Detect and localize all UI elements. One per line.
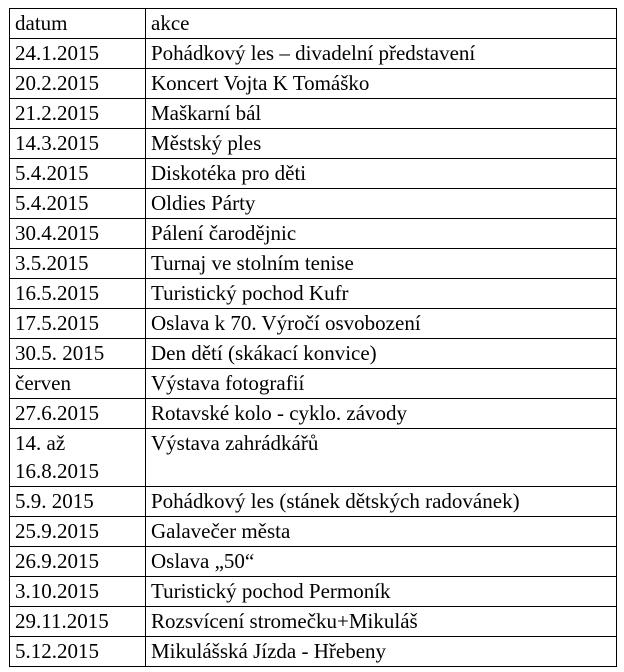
table-row [10,637,617,667]
row-date: červen [10,369,146,399]
table-row [10,399,617,429]
row-event: Rozsvícení stromečku+Mikuláš [146,607,617,637]
row-event: Diskotéka pro děti [146,159,617,189]
row-date: 5.9. 2015 [10,487,146,517]
row-event: Mikulášská Jízda - Hřebeny [146,637,617,667]
row-event: Den dětí (skákací konvice) [146,339,617,369]
row-event: Turistický pochod Permoník [146,577,617,607]
row-event: Galavečer města [146,517,617,547]
row-event: Oldies Párty [146,189,617,219]
row-event: Oslava k 70. Výročí osvobození [146,309,617,339]
row-event: Výstava zahrádkářů [146,429,617,487]
row-date: 14.3.2015 [10,129,146,159]
row-date: 27.6.2015 [10,399,146,429]
table-row [10,249,617,279]
row-event: Výstava fotografií [146,369,617,399]
row-event: Turnaj ve stolním tenise [146,249,617,279]
row-event: Oslava „50“ [146,547,617,577]
row-event: Pohádkový les – divadelní představení [146,39,617,69]
row-event: Turistický pochod Kufr [146,279,617,309]
row-date: 5.4.2015 [10,159,146,189]
events-table [9,8,617,667]
row-event: Pálení čarodějnic [146,219,617,249]
table-row [10,339,617,369]
row-event: Městský ples [146,129,617,159]
table-row [10,369,617,399]
row-event: Maškarní bál [146,99,617,129]
table-row [10,219,617,249]
row-date: 5.12.2015 [10,637,146,667]
header-event: akce [146,9,617,39]
row-date: 14. až 16.8.2015 [10,429,146,487]
table-row [10,129,617,159]
table-row [10,607,617,637]
table-row [10,279,617,309]
table-row [10,517,617,547]
row-date: 26.9.2015 [10,547,146,577]
row-date: 30.5. 2015 [10,339,146,369]
row-date: 3.10.2015 [10,577,146,607]
row-date: 30.4.2015 [10,219,146,249]
row-date: 20.2.2015 [10,69,146,99]
row-date: 29.11.2015 [10,607,146,637]
table-row [10,39,617,69]
table-row [10,429,617,487]
row-event: Pohádkový les (stánek dětských radovánek) [146,487,617,517]
table-row [10,99,617,129]
row-date: 21.2.2015 [10,99,146,129]
table-row [10,577,617,607]
row-event: Koncert Vojta K Tomáško [146,69,617,99]
table-row [10,309,617,339]
table-row [10,159,617,189]
table-row [10,69,617,99]
row-date: 17.5.2015 [10,309,146,339]
row-date: 3.5.2015 [10,249,146,279]
header-date: datum [10,9,146,39]
table-header-row [10,9,617,39]
table-row [10,547,617,577]
row-event: Rotavské kolo - cyklo. závody [146,399,617,429]
table-row [10,189,617,219]
row-date: 5.4.2015 [10,189,146,219]
row-date: 16.5.2015 [10,279,146,309]
row-date: 24.1.2015 [10,39,146,69]
table-row [10,487,617,517]
row-date: 25.9.2015 [10,517,146,547]
